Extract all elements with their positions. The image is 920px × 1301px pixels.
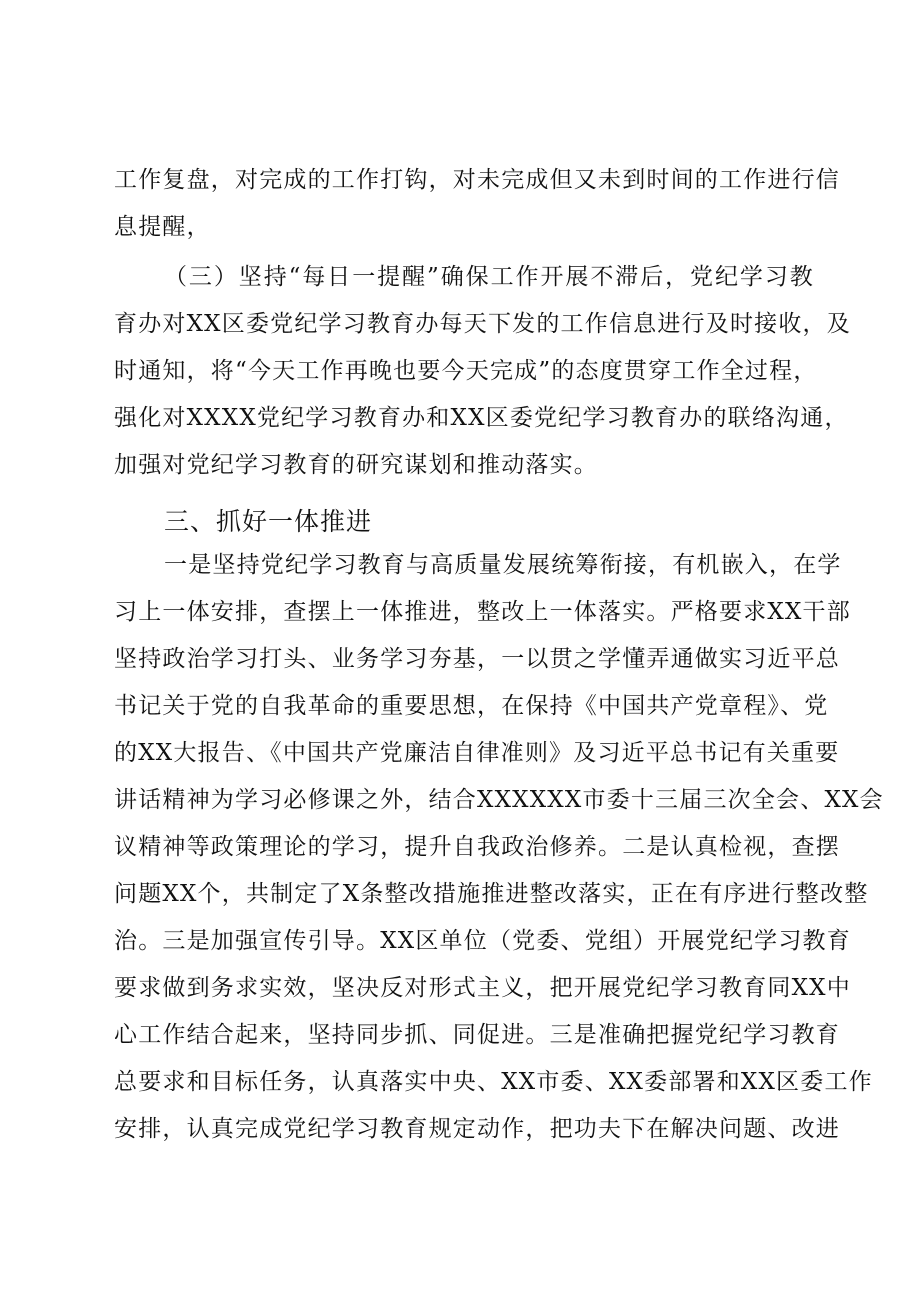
para2-line-5: 加强对党纪学习教育的研究谋划和推动落实。 (114, 452, 598, 478)
para1-line-1: 工作复盘，对完成的工作打钩，对未完成但又未到时间的工作进行信 (114, 167, 840, 193)
section3-line-9: 治。三是加强宣传引导。XX区单位（党委、党组）开展党纪学习教育 (114, 928, 851, 954)
section3-line-1: 一是坚持党纪学习教育与高质量发展统筹衔接，有机嵌入，在学 (164, 552, 842, 578)
section3-line-12: 总要求和目标任务，认真落实中央、XX市委、XX委部署和XX区委工作 (114, 1069, 873, 1095)
section3-line-4: 书记关于党的自我革命的重要思想，在保持《中国共产党章程》、党 (114, 693, 829, 719)
para2-line-4: 强化对XXXX党纪学习教育办和XX区委党纪学习教育办的联络沟通， (114, 405, 849, 431)
para2-line-2: 育办对XX区委党纪学习教育办每天下发的工作信息进行及时接收，及 (114, 311, 851, 337)
para2-line-3: 时通知，将“今天工作再晚也要今天完成”的态度贯穿工作全过程， (114, 358, 818, 384)
para2-line-1: （三）坚持“每日一提醒”确保工作开展不滞后，党纪学习教 (164, 264, 814, 290)
para1-line-2: 息提醒， (114, 214, 211, 240)
section3-line-5: 的XX大报告、《中国共产党廉洁自律准则》及习近平总书记有关重要 (114, 740, 840, 766)
section3-line-8: 问题XX个，共制定了X条整改措施推进整改落实，正在有序进行整改整 (114, 881, 869, 907)
section3-line-2: 习上一体安排，查摆上一体推进，整改上一体落实。严格要求XX干部 (114, 599, 851, 625)
section3-line-13: 安排，认真完成党纪学习教育规定动作，把功夫下在解决问题、改进 (114, 1116, 840, 1142)
section3-line-11: 心工作结合起来，坚持同步抓、同促进。三是准确把握党纪学习教育 (114, 1022, 840, 1048)
section-heading: 三、抓好一体推进 (164, 507, 373, 536)
section3-line-6: 讲话精神为学习必修课之外，结合XXXXXX市委十三届三次全会、XX会 (114, 787, 884, 813)
section3-line-3: 坚持政治学习打头、业务学习夯基，一以贯之学懂弄通做实习近平总 (114, 646, 840, 672)
section3-line-10: 要求做到务求实效，坚决反对形式主义，把开展党纪学习教育同XX中 (114, 975, 851, 1001)
section3-line-7: 议精神等政策理论的学习，提升自我政治修养。二是认真检视，查摆 (114, 834, 840, 860)
